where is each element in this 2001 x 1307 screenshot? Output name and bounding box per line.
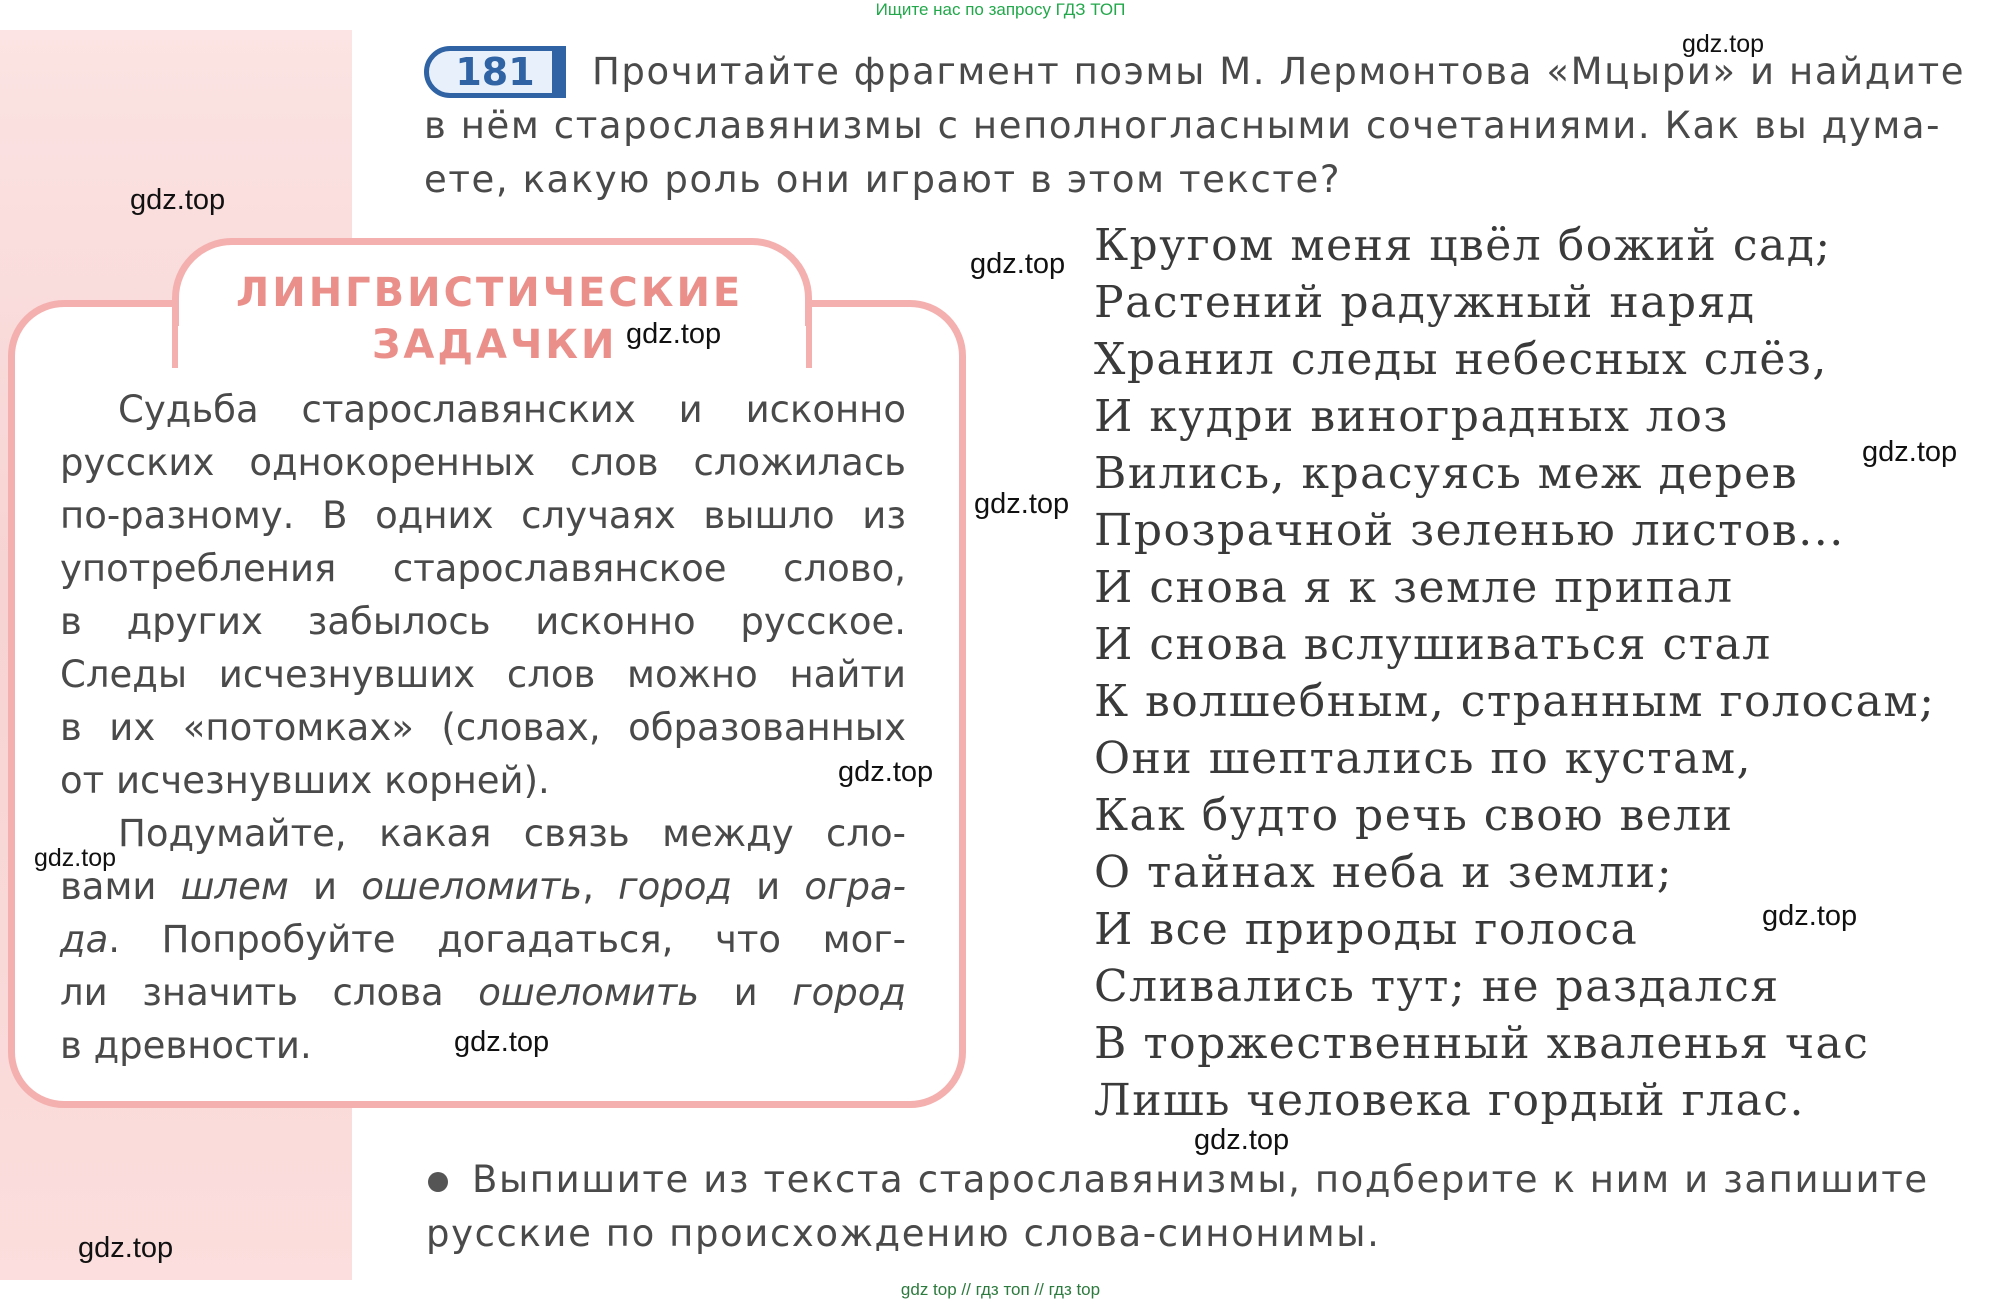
rule-text-line: употребления старославянское слово, (60, 547, 906, 590)
poem-line: Вились, красуясь меж дерев (1094, 448, 1799, 499)
assignment-line-2: русские по происхождению слова-синонимы. (426, 1212, 1381, 1255)
footer-links: gdz top // гдз топ // гдз top (900, 1280, 1101, 1299)
rule-text-line: в других забылось исконно русское. (60, 600, 906, 643)
poem-line: И снова вслушиваться стал (1094, 619, 1772, 670)
watermark: gdz.top (78, 1232, 174, 1264)
poem-line: И кудри виноградных лоз (1094, 391, 1729, 442)
watermark: gdz.top (1194, 1124, 1290, 1156)
rule-text-line: от исчезнувших корней). (60, 759, 550, 802)
assignment-line-1: Выпишите из текста старославянизмы, подберите к ним и запишите (472, 1158, 1929, 1201)
poem-line: И все природы голоса (1094, 904, 1639, 955)
poem-line: Лишь человека гордый глас. (1094, 1075, 1805, 1126)
rule-text-line: русских однокоренных слов сложилась (60, 441, 906, 484)
task-line-3: ете, какую роль они играют в этом тексте? (424, 158, 1342, 201)
watermark: gdz.top (970, 248, 1066, 280)
poem-line: В торжественный хваленья час (1094, 1018, 1870, 1069)
watermark: gdz.top (1762, 900, 1858, 932)
poem-line: Хранил следы небесных слёз, (1094, 334, 1828, 385)
watermark: gdz.top (1682, 30, 1765, 58)
poem-line: К волшебным, странным голосам; (1094, 676, 1936, 727)
rule-text-line: Следы исчезнувших слов можно найти (60, 653, 906, 696)
poem-line: Кругом меня цвёл божий сад; (1094, 220, 1832, 271)
top-banner: Ищите нас по запросу ГДЗ ТОП (875, 0, 1126, 19)
exercise-badge-bar (552, 46, 566, 98)
rule-text-line: Подумайте, какая связь между сло- (118, 812, 906, 855)
rule-text-line: да. Попробуйте догадаться, что мог- (60, 918, 906, 961)
watermark: gdz.top (454, 1026, 550, 1058)
rule-text-line: в их «потомках» (словах, образованных (60, 706, 906, 749)
task-line-1: Прочитайте фрагмент поэмы М. Лермонтова «Мцыри» и найдите (592, 50, 1966, 93)
watermark: gdz.top (130, 184, 226, 216)
poem-line: Как будто речь свою вели (1094, 790, 1734, 841)
rule-title-line-1: ЛИНГВИСТИЧЕСКИЕ (236, 270, 744, 316)
poem-line: И снова я к земле припал (1094, 562, 1734, 613)
poem-line: Они шептались по кустам, (1094, 733, 1753, 784)
rule-title-line-2: ЗАДАЧКИ (372, 322, 618, 368)
watermark: gdz.top (974, 488, 1070, 520)
rule-text-line: ли значить слова ошеломить и город (60, 971, 906, 1014)
watermark: gdz.top (626, 318, 722, 350)
task-line-2: в нём старославянизмы с неполногласными сочетаниями. Как вы дума- (424, 104, 1942, 147)
rule-text-line: по-разному. В одних случаях вышло из (60, 494, 906, 537)
rule-text-line: вами шлем и ошеломить, город и огра- (60, 865, 907, 908)
poem-line: Прозрачной зеленью листов... (1094, 505, 1845, 556)
poem-line: О тайнах неба и земли; (1094, 847, 1674, 898)
bullet-icon (428, 1172, 448, 1192)
rule-text-line: Судьба старославянских и исконно (118, 388, 906, 431)
rule-text-line: в древности. (60, 1024, 312, 1067)
poem-line: Сливались тут; не раздался (1094, 961, 1780, 1012)
watermark: gdz.top (34, 844, 117, 872)
watermark: gdz.top (1862, 436, 1958, 468)
watermark: gdz.top (838, 756, 934, 788)
exercise-number-badge: 181 (424, 46, 566, 98)
poem-line: Растений радужный наряд (1094, 277, 1756, 328)
